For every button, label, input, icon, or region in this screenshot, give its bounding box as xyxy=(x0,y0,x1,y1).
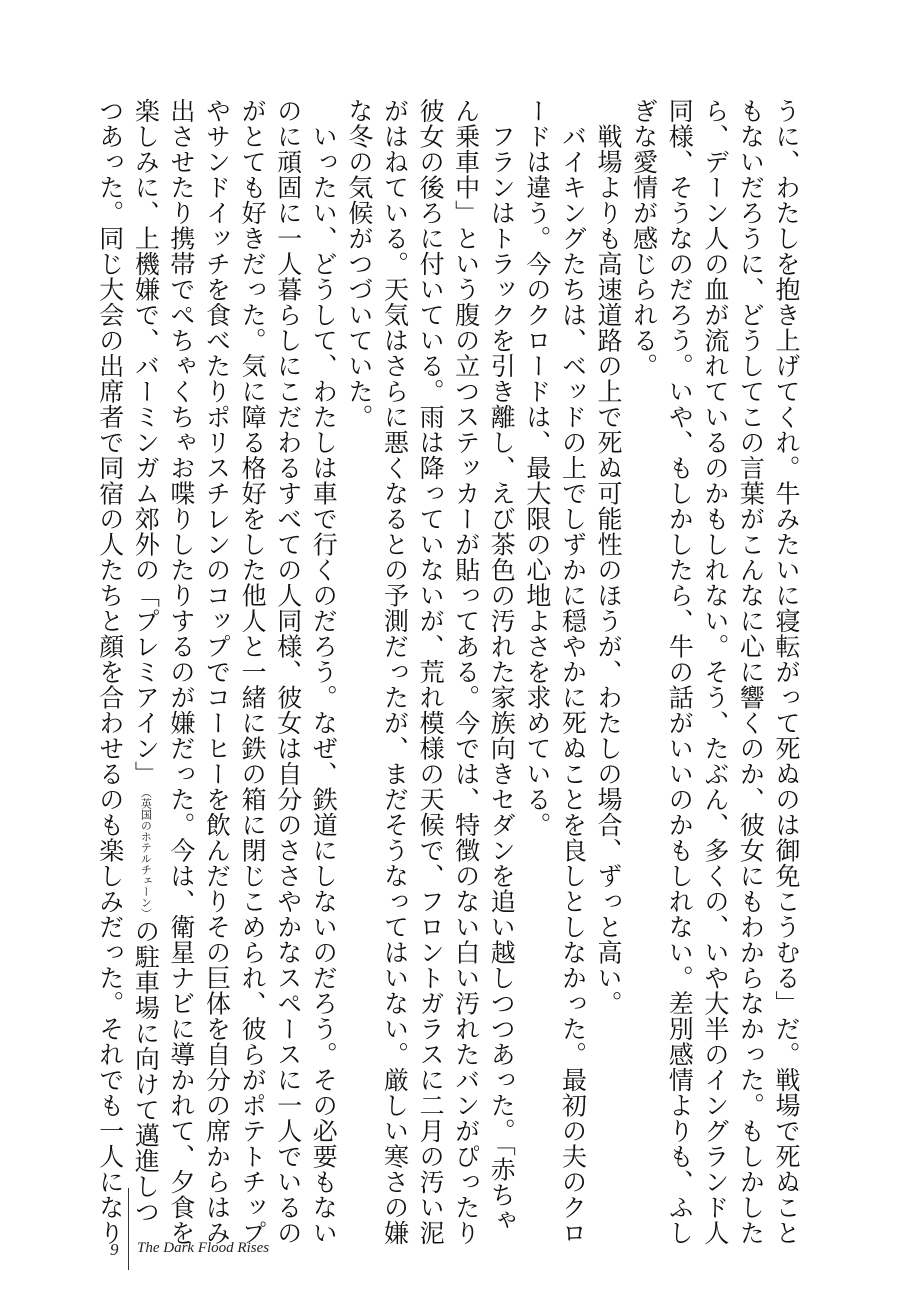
text-line: な冬の気候がつづいていた。 xyxy=(344,98,374,430)
text-line: うに、わたしを抱き上げてくれ。牛みたいに寝転がって死ぬのは御免こうむる」だ。戦場で死ぬこと xyxy=(772,98,801,1246)
text-line: 出させたり携帯でぺちゃくちゃお喋りしたりするのが嫌だった。今は、衛星ナビに導かれて、夕食を xyxy=(166,98,196,1246)
text-line: ぎな愛情が感じられる。 xyxy=(629,98,659,379)
body-text xyxy=(92,98,804,1246)
text-line: バイキングたちは、ベッドの上でしずかに穏やかに死ぬことを良しとしなかった。最初の夫のクロ xyxy=(558,98,588,1246)
text-line: 戦場よりも高速道路の上で死ぬ可能性のほうが、わたしの場合、ずっと高い。 xyxy=(594,98,624,1016)
running-title: The Dark Flood Rises xyxy=(137,1240,270,1256)
text-line: 彼女の後ろに付いている。雨は降っていないが、荒れ模様の天候で、フロントガラスに二月の汚い泥 xyxy=(416,98,446,1246)
text-line: つあった。同じ大会の出席者で同宿の人たちと顔を合わせるのも楽しみだった。それでも一人になり xyxy=(95,98,125,1246)
text-line: のに頑固に一人暮らしにこだわるすべての人同様、彼女は自分のささやかなスペースに一人でいるの xyxy=(273,98,303,1246)
text-line: もないだろうに、どうしてこの言葉がこんなに心に響くのか、彼女にもわからなかった。もしかした xyxy=(736,98,766,1246)
text-line: がはねている。天気はさらに悪くなるとの予測だったが、まだそうなってはいない。厳しい寒さの嫌 xyxy=(380,98,410,1246)
text-line: ードは違う。今のクロードは、最大限の心地よさを求めている。 xyxy=(522,98,552,838)
footer-divider xyxy=(128,1188,129,1270)
text-segment: 楽しみに、上機嫌で、バーミンガム郊外の「プレミアイン」 xyxy=(131,98,161,787)
translator-note: （英国のホテルチェーン） xyxy=(139,786,153,919)
text-line: フランはトラックを引き離し、えび茶色の汚れた家族向きセダンを追い越しつつあった。「赤ちゃ xyxy=(487,98,517,1233)
text-line-with-note xyxy=(128,98,164,1225)
text-line: ん乗車中」という腹の立つステッカーが貼ってある。今では、特徴のない白い汚れたバンがぴったり xyxy=(451,98,481,1246)
text-line: ら、デーン人の血が流れているのかもしれない。そう、たぶん、多くの、いや大半のイングランド人 xyxy=(700,98,730,1246)
text-line: 同様、そうなのだろう。いや、もしかしたら、牛の話がいいのかもしれない。差別感情よりも、ふし xyxy=(665,98,695,1246)
page-number: 9 xyxy=(110,1240,119,1259)
text-line: いったい、どうして、わたしは車で行くのだろう。なぜ、鉄道にしないのだろう。その必要もない xyxy=(309,98,339,1246)
text-line: がとても好きだった。気に障る格好をした他人と一緒に鉄の箱に閉じこめられ、彼らがポテトチップ xyxy=(238,98,268,1246)
text-segment: の駐車場に向けて邁進しつ xyxy=(131,918,161,1225)
text-line: やサンドイッチを食べたりポリスチレンのコップでコーヒーを飲んだりその巨体を自分の席からはみ xyxy=(202,98,232,1246)
